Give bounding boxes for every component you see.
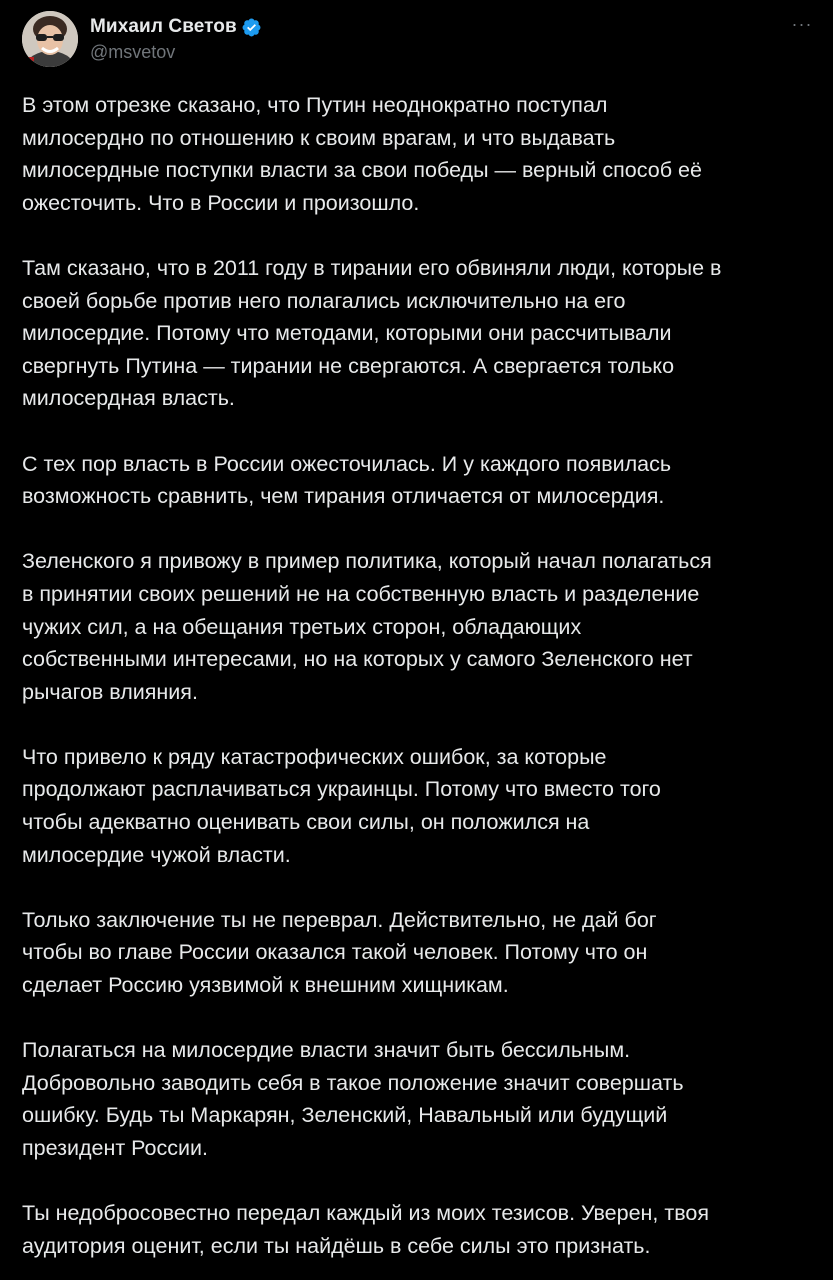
tweet-paragraph: Что привело к ряду катастрофических ошибок, за которые продолжают расплачиваться украинцы. Потому что вместо того чтобы адекватно оценивать свои силы, он положился на милосердие чужой власти. — [22, 744, 661, 867]
more-options-icon[interactable]: ··· — [791, 14, 813, 34]
tweet-paragraph: Зеленского я привожу в пример политика, который начал полагаться в принятии своих решений не на собственную власть и разделение чужих сил, а на обещания третьих сторон, обладающих собственными интересами, но на которых у самого Зеленского нет рычагов влияния. — [22, 549, 712, 704]
author-handle[interactable]: @msvetov — [90, 42, 176, 62]
avatar-image — [22, 11, 78, 67]
tweet-header — [22, 11, 813, 67]
tweet-paragraph: С тех пор власть в России ожесточилась. И у каждого появилась возможность сравнить, чем тирания отличается от милосердия. — [22, 451, 672, 509]
tweet-text — [22, 89, 822, 1262]
tweet-paragraph: Только заключение ты не переврал. Действительно, не дай бог чтобы во главе России оказался такой человек. Потому что он сделает Россию уязвимой к внешним хищникам. — [22, 907, 657, 998]
tweet-paragraph: Там сказано, что в 2011 году в тирании его обвиняли люди, которые в своей борьбе против него полагались исключительно на его милосердие. Потому что методами, которыми они рассчитывали свергнуть Путина — тирании не свергаются. А свергается только милосердная власть. — [22, 255, 722, 411]
avatar[interactable] — [22, 11, 78, 67]
author-names — [90, 15, 262, 63]
tweet-paragraph: Полагаться на милосердие власти значит быть бессильным. Добровольно заводить себя в такое положение значит совершать ошибку. Будь ты Маркарян, Зеленский, Навальный или будущий президент России. — [22, 1038, 684, 1160]
author-display-name[interactable]: Михаил Светов — [90, 16, 237, 37]
tweet-paragraph: В этом отрезке сказано, что Путин неоднократно поступал милосердно по отношению к своим врагам, и что выдавать милосердные поступки власти за свои победы — верный способ её ожесточить. Что в России и произошло. — [22, 93, 702, 215]
verified-badge-icon[interactable] — [241, 17, 262, 38]
display-name-row — [90, 15, 262, 39]
tweet-paragraph: Ты недобросовестно передал каждый из моих тезисов. Уверен, твоя аудитория оценит, если ты найдёшь в себе силы это признать. — [22, 1201, 709, 1258]
